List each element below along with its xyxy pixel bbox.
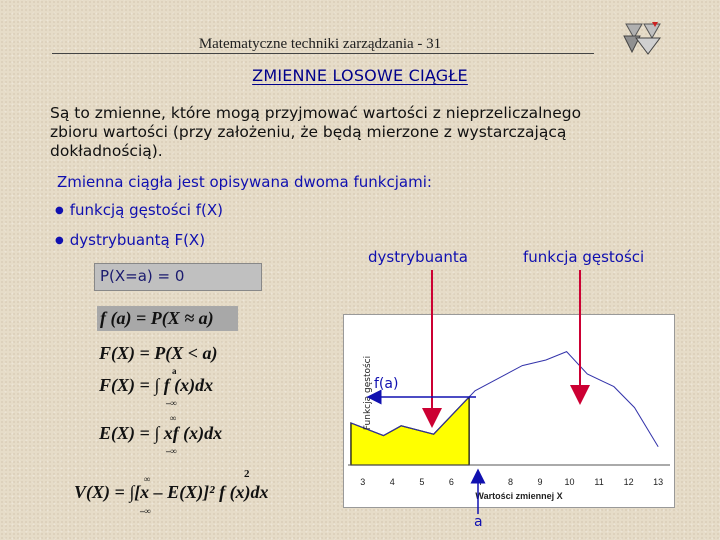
a-annotation: a bbox=[474, 514, 483, 530]
header-divider bbox=[52, 53, 594, 54]
lower-limit: –∞ bbox=[166, 398, 177, 408]
cdf-formula: F(X) = P(X < a) bbox=[99, 343, 218, 363]
density-chart bbox=[344, 315, 674, 507]
x-tick-label: 3 bbox=[360, 477, 366, 487]
lower-limit: –∞ bbox=[140, 506, 151, 516]
x-tick-label: 8 bbox=[507, 477, 513, 487]
intro-line: zbioru wartości (przy założeniu, że będą mierzone z wystarczającą bbox=[50, 123, 567, 141]
probability-box: P(X=a) = 0 bbox=[94, 263, 262, 291]
logo-icon bbox=[622, 20, 662, 56]
slide-title: ZMIENNE LOSOWE CIĄGŁE bbox=[252, 66, 468, 85]
bullet-label: funkcją gęstości f(X) bbox=[69, 201, 223, 219]
intro-paragraph bbox=[50, 104, 690, 161]
lower-limit: –∞ bbox=[166, 446, 177, 456]
upper-limit: ∞ bbox=[144, 474, 151, 484]
cdf-annotation: dystrybuanta bbox=[368, 248, 468, 266]
x-tick-label: 9 bbox=[537, 477, 543, 487]
upper-limit: ∞ bbox=[170, 413, 177, 423]
expectation-formula: E(X) = ∫ xf (x)dx bbox=[99, 423, 223, 443]
density-annotation: funkcja gęstości bbox=[523, 248, 645, 266]
x-tick-label: 7 bbox=[478, 477, 484, 487]
lead-text: Zmienna ciągła jest opisywana dwoma funkcjami: bbox=[57, 173, 432, 191]
cdf-integral-formula: F(X) = ∫ f (x)dx bbox=[99, 375, 214, 395]
intro-line: dokładnością). bbox=[50, 142, 163, 160]
x-tick-label: 11 bbox=[594, 477, 604, 487]
density-formula: f (a) = P(X ≈ a) bbox=[100, 308, 214, 328]
x-tick-label: 12 bbox=[623, 477, 634, 487]
upper-limit: a bbox=[172, 366, 177, 376]
bullet-item bbox=[55, 231, 205, 249]
x-tick-label: 4 bbox=[389, 477, 395, 487]
header-title: Matematyczne techniki zarządzania - 31 bbox=[198, 36, 442, 52]
variance-formula: V(X) = ∫[x – E(X)]² f (x)dx bbox=[74, 482, 269, 502]
chart-panel bbox=[343, 314, 675, 508]
bullet-icon: ● bbox=[55, 205, 64, 216]
density-formula-box bbox=[97, 306, 238, 331]
bullet-label: dystrybuantą F(X) bbox=[69, 231, 206, 249]
bullet-item bbox=[55, 201, 223, 219]
fa-annotation: f(a) bbox=[374, 376, 399, 392]
x-tick-label: 10 bbox=[564, 477, 575, 487]
x-tick-label: 13 bbox=[653, 477, 664, 487]
intro-line: Są to zmienne, które mogą przyjmować wartości z nieprzeliczalnego bbox=[50, 104, 582, 122]
exponent: 2 bbox=[244, 468, 250, 480]
x-axis-title: Wartości zmiennej X bbox=[475, 491, 563, 501]
x-tick-label: 5 bbox=[419, 477, 425, 487]
x-tick-label: 6 bbox=[448, 477, 454, 487]
y-axis-label: Funkcja gęstości bbox=[363, 355, 373, 431]
bullet-icon: ● bbox=[55, 235, 64, 246]
